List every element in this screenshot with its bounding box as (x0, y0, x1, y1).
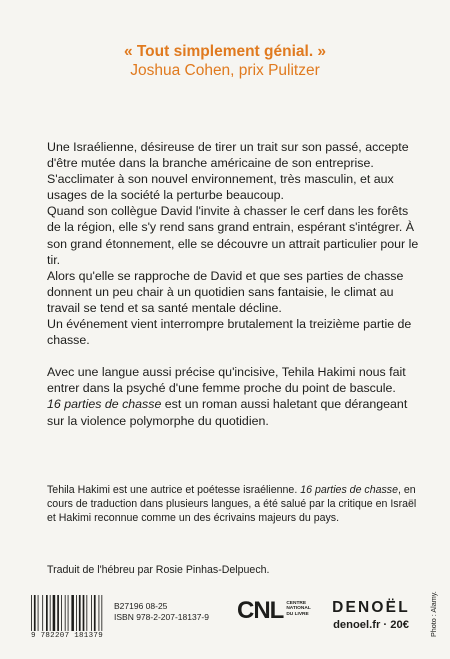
cnl-caption-line: DU LIVRE (286, 611, 309, 617)
book-title: 16 parties de chasse (300, 484, 398, 496)
barcode-bar (57, 595, 59, 631)
paragraph-spacer (47, 348, 419, 364)
publisher-site-price: denoel.fr · 20€ (333, 619, 409, 631)
barcode-bar (42, 595, 43, 631)
quote-block (0, 42, 450, 80)
barcode-block (30, 595, 209, 640)
barcode-bar (46, 595, 48, 631)
barcode-bar (53, 595, 56, 631)
author-bio (47, 483, 427, 526)
barcode-bar (34, 595, 36, 631)
cnl-logo-mark: CNL (237, 597, 284, 624)
barcode-bar (94, 595, 96, 631)
barcode-bar (68, 595, 69, 631)
barcode-icon (30, 595, 104, 631)
quote-text: « Tout simplement génial. » (123, 43, 327, 60)
publisher-logo: DENOËL (332, 599, 410, 616)
synopsis-paragraph: Alors qu'elle se rapproche de David et que ses parties de chasse donnent un peu chair à un quotidien sans fantaisie, le climat au travail se tend et sa santé mentale décline. (47, 268, 404, 315)
book-title: 16 parties de chasse (47, 397, 162, 412)
photo-credit: Photo : Alamy. (429, 591, 438, 637)
cnl-logo-caption (286, 601, 310, 617)
reference-code: B27196 08-25 (114, 601, 168, 611)
barcode-bar (83, 595, 85, 631)
synopsis-paragraph: Avec une langue aussi précise qu'incisive, Tehila Hakimi nous fait entrer dans la psyché d'une femme proche du point de bascule. (47, 365, 406, 396)
barcode-bar (79, 595, 81, 631)
barcode-bar (65, 595, 66, 631)
barcode-bar (86, 595, 87, 631)
bio-text: , en cours de traduction dans plusieurs langues, a été salué par la critique en Israël et Hakimi reconnue comme un des écrivains majeurs du pays. (47, 484, 417, 525)
barcode-bar (91, 595, 92, 631)
synopsis-paragraph: Quand son collègue David l'invite à chasser le cerf dans les forêts de la région, elle s'y rend sans grand entrain, espérant s'intégrer. À son grand étonnement, elle se découvre un attrait particulier pour le tir. (47, 204, 419, 267)
barcode (30, 595, 104, 640)
cnl-logo (237, 598, 311, 624)
translator-credit: Traduit de l'hébreu par Rosie Pinhas-Delpuech. (47, 564, 270, 576)
product-codes (114, 601, 209, 623)
synopsis-paragraph (47, 396, 419, 428)
cnl-caption-line: CENTRE (286, 601, 307, 606)
quote-author: Joshua Cohen, prix Pulitzer (130, 62, 320, 79)
barcode-bar (61, 595, 62, 631)
barcode-bar (76, 595, 77, 631)
barcode-bar (50, 595, 51, 631)
synopsis-paragraph: Une Israélienne, désireuse de tirer un trait sur son passé, accepte d'être mutée dans la branche américaine de son entreprise. S'acclimater à son nouvel environnement, très masculin, et aux usages de la société la perturbe beaucoup. (47, 140, 409, 203)
barcode-bar (31, 595, 32, 631)
synopsis (47, 139, 419, 429)
bio-text: Tehila Hakimi est une autrice et poétesse israélienne. (47, 484, 301, 496)
synopsis-paragraph: Un événement vient interrompre brutalement la treizième partie de chasse. (47, 317, 412, 348)
barcode-bar (101, 595, 102, 631)
barcode-digits: 9 782207 181379 (30, 632, 103, 640)
barcode-bar (99, 595, 100, 631)
publisher-block (327, 599, 415, 632)
barcode-bar (71, 595, 74, 631)
synopsis-text: est un roman aussi haletant que dérangeant sur la violence polymorphe du quotidien. (47, 397, 408, 428)
barcode-bar (38, 595, 39, 631)
cnl-caption-line: NATIONAL (286, 606, 311, 612)
isbn-code: ISBN 978-2-207-18137-9 (114, 612, 209, 622)
